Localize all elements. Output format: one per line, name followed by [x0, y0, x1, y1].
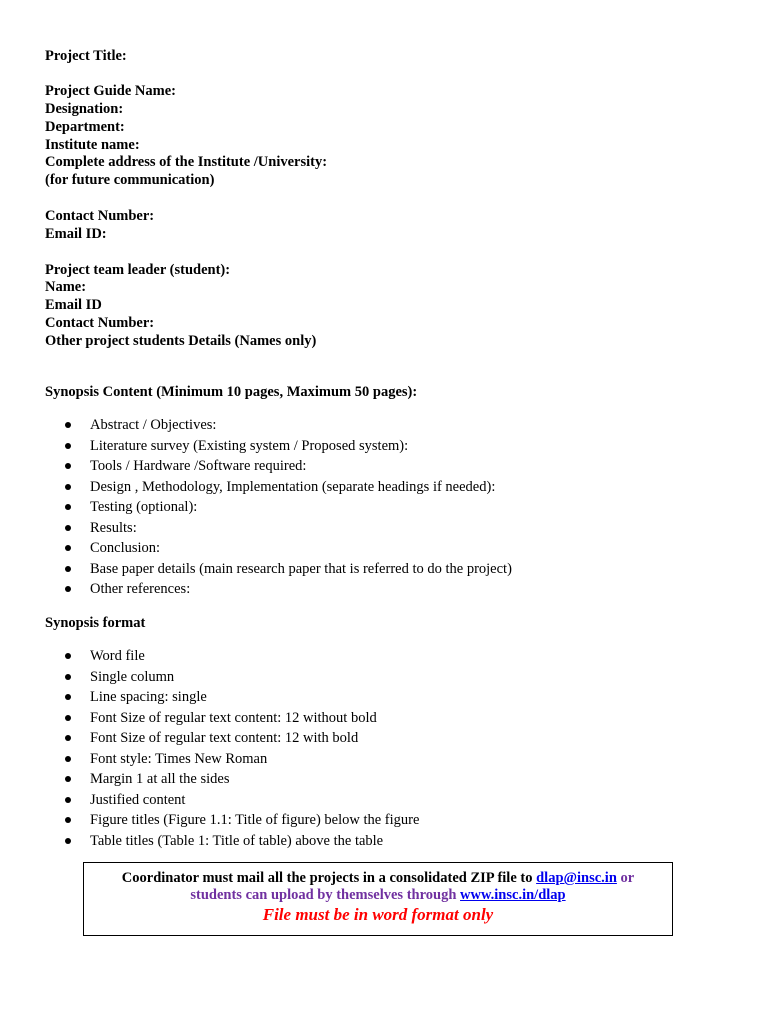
list-item: Font Size of regular text content: 12 without bold	[45, 708, 419, 729]
list-item: Line spacing: single	[45, 687, 419, 708]
bullet-icon	[65, 525, 71, 531]
bullet-icon	[65, 463, 71, 469]
complete-address-label: Complete address of the Institute /University:	[45, 154, 328, 170]
list-item: Other references:	[45, 579, 512, 600]
list-item: Testing (optional):	[45, 497, 512, 518]
bullet-icon	[65, 443, 71, 449]
notice-or-text: or	[616, 870, 635, 886]
synopsis-content-list	[45, 415, 512, 600]
other-students-label: Other project students Details (Names only)	[45, 333, 317, 349]
bullet-icon	[65, 797, 71, 803]
bullet-icon	[65, 504, 71, 510]
bullet-icon	[65, 817, 71, 823]
notice-line-1	[84, 869, 672, 887]
synopsis-format-list	[45, 646, 419, 851]
leader-contact-label: Contact Number:	[45, 315, 155, 331]
team-leader-label: Project team leader (student):	[45, 262, 231, 278]
bullet-icon	[65, 566, 71, 572]
synopsis-format-heading: Synopsis format	[45, 615, 146, 631]
list-item: Font style: Times New Roman	[45, 749, 419, 770]
list-item: Conclusion:	[45, 538, 512, 559]
leader-email-label: Email ID	[45, 297, 102, 313]
contact-number-label: Contact Number:	[45, 208, 155, 224]
bullet-icon	[65, 756, 71, 762]
future-communication-note: (for future communication)	[45, 172, 215, 188]
upload-url-link[interactable]: www.insc.in/dlap	[460, 887, 566, 903]
bullet-icon	[65, 694, 71, 700]
bullet-icon	[65, 715, 71, 721]
guide-name-label: Project Guide Name:	[45, 83, 176, 99]
bullet-icon	[65, 838, 71, 844]
synopsis-content-heading: Synopsis Content (Minimum 10 pages, Maximum 50 pages):	[45, 384, 418, 400]
institute-name-label: Institute name:	[45, 137, 140, 153]
bullet-icon	[65, 545, 71, 551]
email-id-label: Email ID:	[45, 226, 107, 242]
list-item: Font Size of regular text content: 12 with bold	[45, 728, 419, 749]
bullet-icon	[65, 586, 71, 592]
notice-upload-text: students can upload by themselves through	[190, 887, 461, 903]
leader-name-label: Name:	[45, 279, 87, 295]
department-label: Department:	[45, 119, 125, 135]
list-item: Literature survey (Existing system / Proposed system):	[45, 436, 512, 457]
list-item: Tools / Hardware /Software required:	[45, 456, 512, 477]
bullet-icon	[65, 776, 71, 782]
list-item: Results:	[45, 518, 512, 539]
project-title-label: Project Title:	[45, 48, 127, 64]
list-item: Margin 1 at all the sides	[45, 769, 419, 790]
bullet-icon	[65, 422, 71, 428]
list-item: Design , Methodology, Implementation (separate headings if needed):	[45, 477, 512, 498]
submission-notice-box	[83, 862, 673, 936]
list-item: Abstract / Objectives:	[45, 415, 512, 436]
bullet-icon	[65, 484, 71, 490]
email-link[interactable]: dlap@insc.in	[536, 870, 617, 886]
bullet-icon	[65, 735, 71, 741]
word-format-warning: File must be in word format only	[262, 905, 494, 924]
list-item: Figure titles (Figure 1.1: Title of figure) below the figure	[45, 810, 419, 831]
list-item: Single column	[45, 667, 419, 688]
list-item: Base paper details (main research paper that is referred to do the project)	[45, 559, 512, 580]
list-item: Word file	[45, 646, 419, 667]
notice-mail-text: Coordinator must mail all the projects in a consolidated ZIP file to	[121, 870, 537, 886]
list-item: Justified content	[45, 790, 419, 811]
designation-label: Designation:	[45, 101, 124, 117]
bullet-icon	[65, 653, 71, 659]
notice-line-2	[84, 886, 672, 904]
bullet-icon	[65, 674, 71, 680]
list-item: Table titles (Table 1: Title of table) above the table	[45, 831, 419, 852]
